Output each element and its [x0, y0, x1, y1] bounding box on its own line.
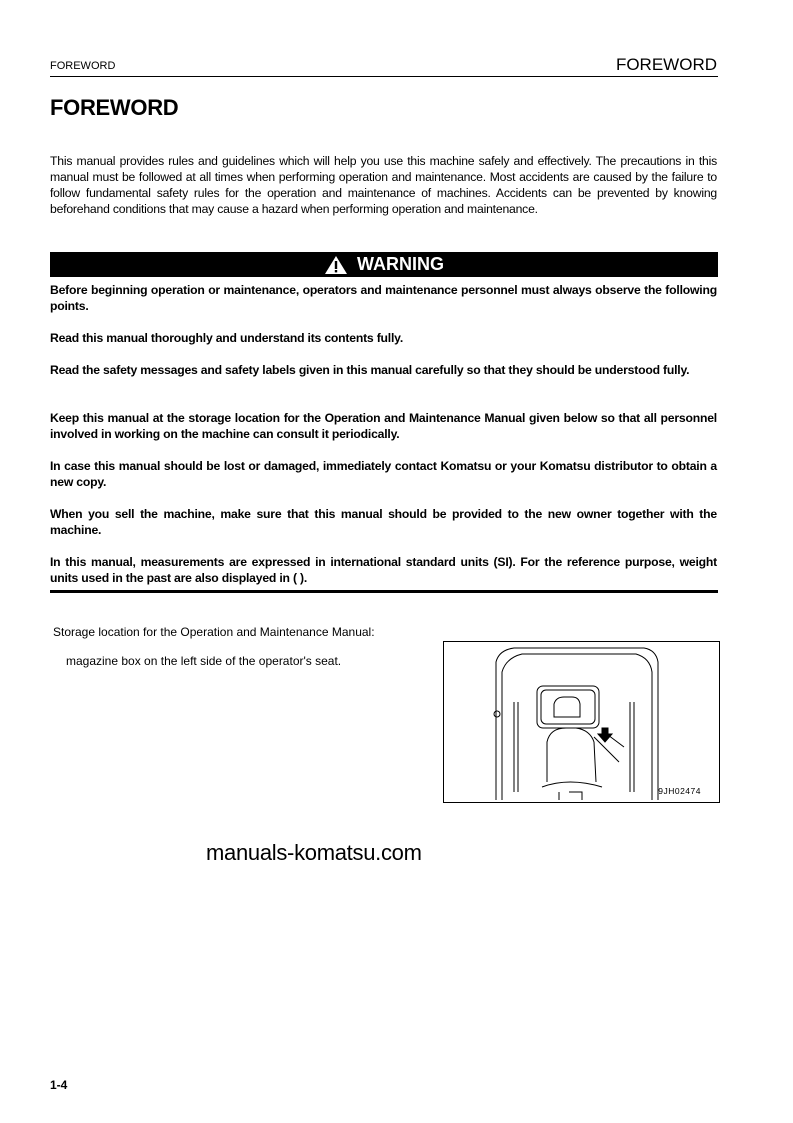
figure-label: 9JH02474: [658, 786, 701, 796]
cab-illustration: [443, 641, 720, 803]
warning-label: WARNING: [357, 254, 444, 274]
warning-end-rule: [50, 590, 718, 593]
storage-location: magazine box on the left side of the operator's seat.: [66, 654, 342, 668]
header-section-right: FOREWORD: [615, 55, 717, 74]
warning-paragraph: Before beginning operation or maintenance, operators and maintenance personnel must always observe the following points.: [50, 283, 717, 313]
warning-paragraph: In this manual, measurements are expressed in international standard units (SI). For the reference purpose, weight units used in the past are also displayed in ( ).: [50, 555, 717, 585]
storage-heading: Storage location for the Operation and Maintenance Manual:: [53, 625, 375, 639]
warning-paragraph: When you sell the machine, make sure that this manual should be provided to the new owner together with the machine.: [50, 507, 717, 537]
warning-paragraph: In case this manual should be lost or damaged, immediately contact Komatsu or your Komatsu distributor to obtain a new copy.: [50, 459, 717, 489]
warning-paragraph: Read this manual thoroughly and understand its contents fully.: [50, 331, 404, 345]
page-title: FOREWORD: [50, 95, 179, 120]
warning-banner: [50, 252, 718, 277]
watermark: manuals-komatsu.com: [206, 840, 422, 865]
warning-paragraph: Keep this manual at the storage location for the Operation and Maintenance Manual given below so that all personnel involved in working on the machine can consult it periodically.: [50, 411, 717, 441]
warning-triangle-icon: [324, 255, 348, 275]
operator-cab-drawing: [444, 642, 719, 802]
warning-paragraph: Read the safety messages and safety labels given in this manual carefully so that they should be understood fully.: [50, 363, 690, 377]
header-section-left: FOREWORD: [50, 60, 116, 72]
page-number: 1-4: [50, 1078, 68, 1092]
intro-paragraph: This manual provides rules and guidelines which will help you use this machine safely and effectively. The precautions in this manual must be followed at all times when performing operation and maintenance. Most accidents are caused by the failure to follow fundamental safety rules for the operation and maintenance of machines. Accidents can be prevented by knowing beforehand conditions that may cause a hazard when performing operation and maintenance.: [50, 154, 717, 216]
header-divider: [50, 76, 718, 77]
